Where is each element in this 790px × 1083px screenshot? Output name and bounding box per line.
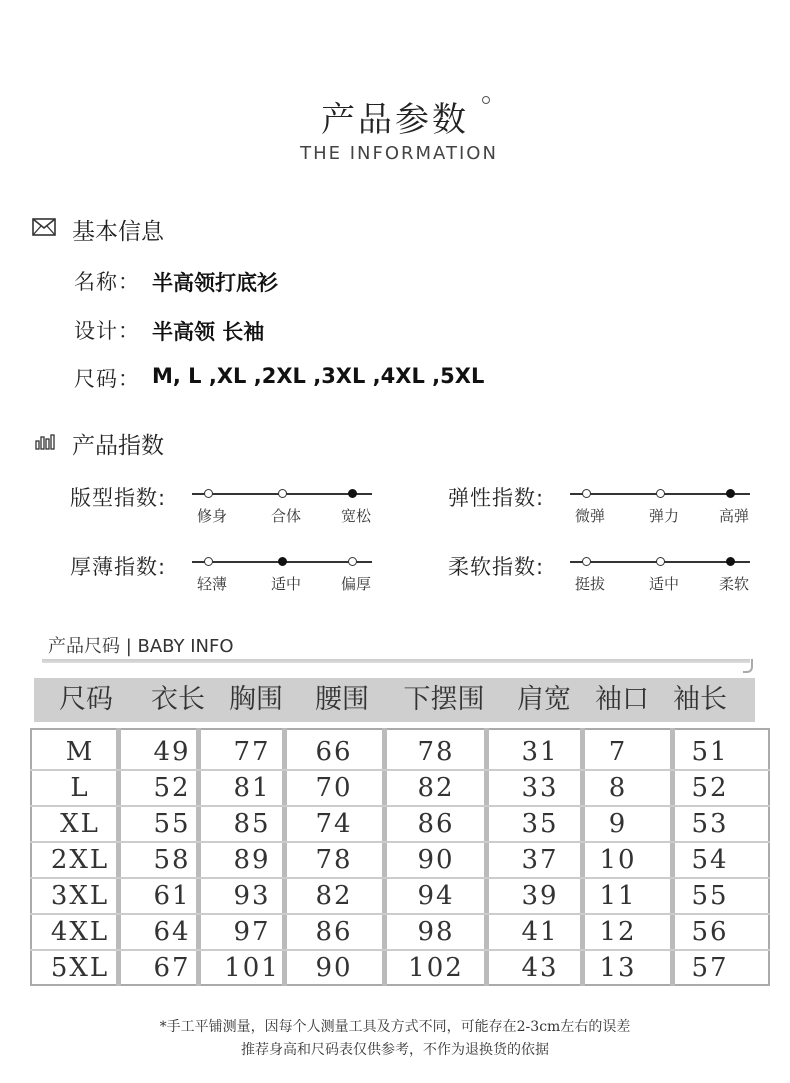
scale-dot	[204, 557, 213, 566]
fit-index-scale	[192, 485, 372, 531]
elasticity-index-label: 弹性指数:	[448, 486, 545, 510]
product-index-heading: 产品指数	[72, 433, 164, 459]
table-column-divider	[484, 728, 489, 986]
scale-dot-selected	[726, 557, 735, 566]
table-cell: 31	[521, 737, 559, 767]
table-cell: 64	[153, 917, 191, 947]
table-row-size: 5XL	[50, 953, 110, 983]
table-cell: 94	[417, 881, 455, 911]
table-cell: 81	[233, 773, 271, 803]
thickness-index-scale	[192, 553, 372, 599]
table-column-divider	[196, 728, 201, 986]
scale-dot	[348, 557, 357, 566]
size-label: 尺码：	[74, 367, 140, 391]
table-cell: 13	[599, 953, 637, 983]
table-cell: 56	[691, 917, 729, 947]
scale-tick-label: 高弹	[718, 507, 750, 525]
softness-index-scale	[570, 553, 750, 599]
table-cell: 12	[599, 917, 637, 947]
table-cell: 11	[599, 881, 637, 911]
table-cell: 82	[417, 773, 455, 803]
scale-tick-label: 修身	[196, 507, 228, 525]
bar-chart-icon	[35, 432, 55, 454]
table-column-header: 肩宽	[517, 684, 571, 715]
table-cell: 51	[691, 737, 729, 767]
table-cell: 52	[153, 773, 191, 803]
table-cell: 52	[691, 773, 729, 803]
table-row-size: L	[70, 773, 90, 803]
table-cell: 37	[521, 845, 559, 875]
size-value: M, L ,XL ,2XL ,3XL ,4XL ,5XL	[152, 364, 485, 388]
table-cell: 10	[599, 845, 637, 875]
table-row-size: 3XL	[50, 881, 110, 911]
table-row-divider	[30, 769, 770, 771]
scale-tick-label: 适中	[648, 575, 680, 593]
size-table-body	[30, 728, 770, 986]
table-row-size: 2XL	[50, 845, 110, 875]
table-cell: 86	[417, 809, 455, 839]
reference-note: 推荐身高和尺码表仅供参考，不作为退换货的依据	[241, 1042, 549, 1058]
table-cell: 39	[521, 881, 559, 911]
table-column-header: 衣长	[151, 684, 205, 715]
table-cell: 90	[417, 845, 455, 875]
page-subtitle: THE INFORMATION	[300, 143, 498, 164]
table-cell: 101	[224, 953, 280, 983]
table-column-divider	[382, 728, 387, 986]
table-cell: 55	[153, 809, 191, 839]
scale-tick-label: 微弹	[574, 507, 606, 525]
design-value: 半高领 长袖	[152, 320, 265, 344]
table-cell: 55	[691, 881, 729, 911]
scale-dot	[582, 489, 591, 498]
page-title: 产品参数	[321, 100, 469, 140]
table-cell: 66	[315, 737, 353, 767]
table-cell: 53	[691, 809, 729, 839]
table-cell: 89	[233, 845, 271, 875]
table-cell: 97	[233, 917, 271, 947]
scale-dot-selected	[348, 489, 357, 498]
table-cell: 85	[233, 809, 271, 839]
table-column-divider	[116, 728, 121, 986]
size-table-heading: 产品尺码 | BABY INFO	[48, 636, 234, 657]
table-row-size: 4XL	[50, 917, 110, 947]
table-column-header: 下摆围	[403, 684, 485, 715]
size-heading-underline	[42, 659, 750, 663]
table-cell: 9	[608, 809, 628, 839]
table-cell: 54	[691, 845, 729, 875]
table-row-divider	[30, 877, 770, 879]
table-column-divider	[670, 728, 675, 986]
scale-tick-label: 挺拔	[574, 575, 606, 593]
table-row-size: XL	[60, 809, 100, 839]
table-row-divider	[30, 841, 770, 843]
table-cell: 78	[417, 737, 455, 767]
scale-tick-label: 适中	[270, 575, 302, 593]
title-degree-dot-icon	[482, 96, 490, 104]
table-cell: 33	[521, 773, 559, 803]
table-cell: 49	[153, 737, 191, 767]
table-cell: 8	[608, 773, 628, 803]
scale-tick-label: 轻薄	[196, 575, 228, 593]
table-cell: 7	[608, 737, 628, 767]
table-cell: 74	[315, 809, 353, 839]
table-column-header: 腰围	[315, 684, 369, 715]
table-cell: 90	[315, 953, 353, 983]
softness-index-label: 柔软指数:	[448, 555, 545, 579]
measurement-note: *手工平铺测量，因每个人测量工具及方式不同，可能存在2-3cm左右的误差	[159, 1019, 631, 1035]
table-cell: 86	[315, 917, 353, 947]
table-cell: 77	[233, 737, 271, 767]
table-column-header: 胸围	[229, 684, 283, 715]
design-label: 设计：	[74, 319, 140, 343]
scale-dot	[278, 489, 287, 498]
table-cell: 98	[417, 917, 455, 947]
table-cell: 102	[408, 953, 464, 983]
table-cell: 61	[153, 881, 191, 911]
scale-dot	[656, 557, 665, 566]
table-cell: 43	[521, 953, 559, 983]
size-heading-hook	[743, 659, 753, 673]
table-column-divider	[282, 728, 287, 986]
table-cell: 57	[691, 953, 729, 983]
table-cell: 70	[315, 773, 353, 803]
elasticity-index-scale	[570, 485, 750, 531]
basic-info-heading: 基本信息	[72, 219, 164, 245]
scale-tick-label: 偏厚	[340, 575, 372, 593]
scale-dot-selected	[726, 489, 735, 498]
table-column-header: 袖口	[595, 684, 649, 715]
scale-tick-label: 合体	[270, 507, 302, 525]
name-value: 半高领打底衫	[152, 271, 278, 295]
fit-index-label: 版型指数:	[70, 486, 167, 510]
scale-dot-selected	[278, 557, 287, 566]
name-label: 名称：	[74, 270, 140, 294]
table-column-header: 尺码	[59, 684, 113, 715]
scale-dot	[656, 489, 665, 498]
table-column-header: 袖长	[673, 684, 727, 715]
table-cell: 67	[153, 953, 191, 983]
table-column-divider	[580, 728, 585, 986]
thickness-index-label: 厚薄指数:	[70, 555, 167, 579]
table-row-size: M	[65, 737, 95, 767]
table-cell: 58	[153, 845, 191, 875]
envelope-icon	[32, 218, 56, 240]
scale-tick-label: 宽松	[340, 507, 372, 525]
table-row-divider	[30, 913, 770, 915]
table-cell: 41	[521, 917, 559, 947]
table-cell: 78	[315, 845, 353, 875]
table-row-divider	[30, 949, 770, 951]
scale-dot	[204, 489, 213, 498]
table-row-divider	[30, 805, 770, 807]
table-cell: 93	[233, 881, 271, 911]
table-cell: 35	[521, 809, 559, 839]
scale-tick-label: 弹力	[648, 507, 680, 525]
scale-tick-label: 柔软	[718, 575, 750, 593]
scale-dot	[582, 557, 591, 566]
table-cell: 82	[315, 881, 353, 911]
